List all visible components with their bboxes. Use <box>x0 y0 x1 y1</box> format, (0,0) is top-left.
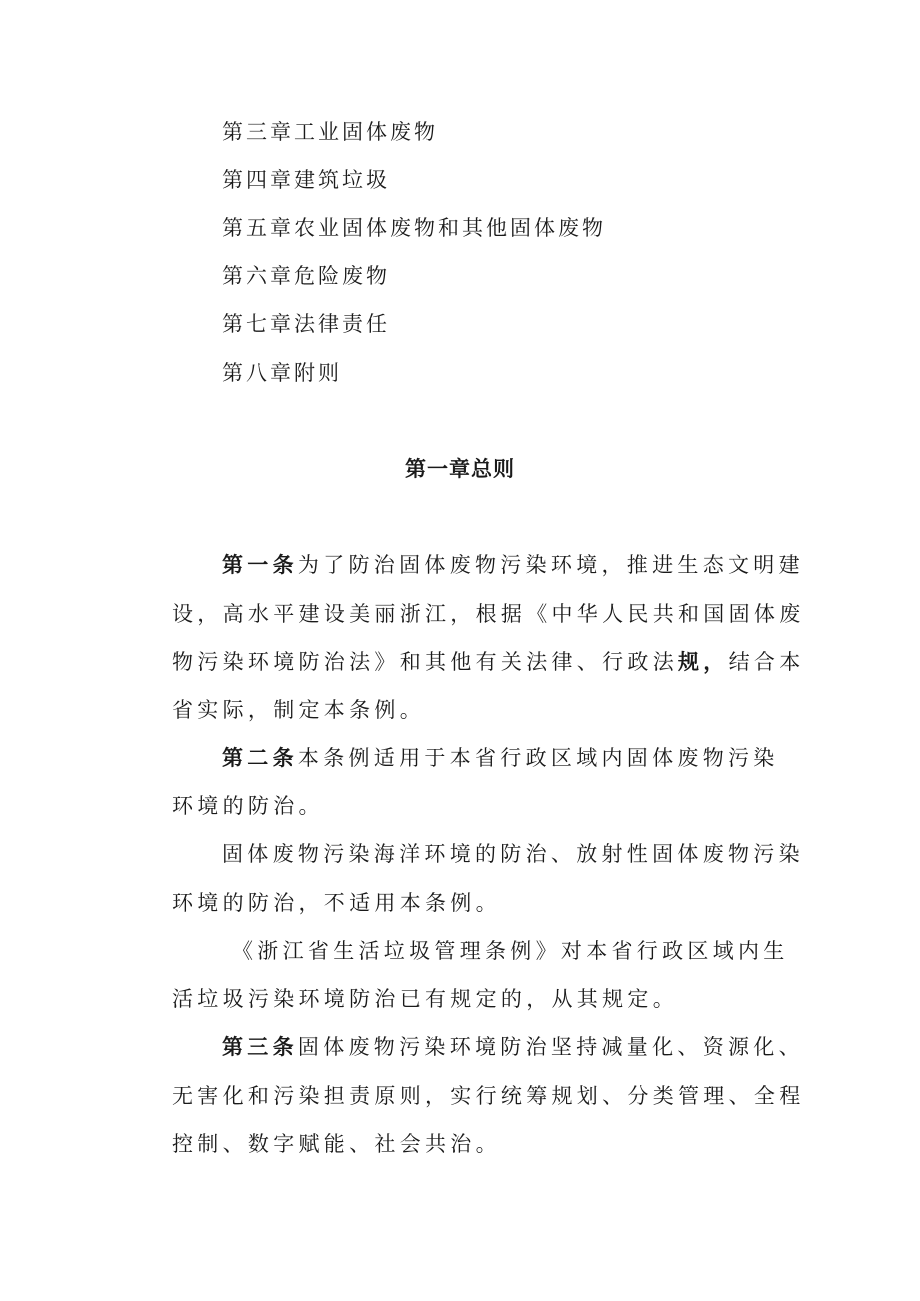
article-2-line-1 <box>222 744 779 772</box>
toc-item-chapter-7: 第七章法律责任 <box>222 312 390 336</box>
toc-item-chapter-3: 第三章工业固体废物 <box>222 120 438 144</box>
article-2-para-2-line-2: 环境的防治，不适用本条例。 <box>172 891 501 915</box>
article-1-line-3 <box>172 648 805 676</box>
article-1-text-3c: 结合本 <box>728 650 805 674</box>
article-2-label: 第二条 <box>222 745 298 770</box>
toc-item-chapter-4: 第四章建筑垃圾 <box>222 168 390 192</box>
toc-item-chapter-5: 第五章农业固体废物和其他固体废物 <box>222 216 606 240</box>
article-2-para-2-line-1: 固体废物污染海洋环境的防治、放射性固体废物污染 <box>222 842 804 866</box>
article-3-line-1 <box>222 1033 804 1061</box>
article-1-line-2: 设，高水平建设美丽浙江，根据《中华人民共和国固体废 <box>172 602 805 626</box>
chapter-title: 第一章总则 <box>405 456 515 481</box>
article-1-line-1 <box>222 551 804 579</box>
article-1-label: 第一条 <box>222 552 298 577</box>
article-3-text-1: 固体废物污染环境防治坚持减量化、资源化、 <box>297 1035 804 1059</box>
article-1-text-3b: 规， <box>678 649 729 674</box>
article-2-text-1: 本条例适用于本省行政区域内固体废物污染 <box>297 746 779 770</box>
article-3-line-2: 无害化和污染担责原则，实行统筹规划、分类管理、全程 <box>172 1084 805 1108</box>
article-1-line-4: 省实际，制定本条例。 <box>172 698 425 722</box>
toc-item-chapter-6: 第六章危险废物 <box>222 264 390 288</box>
article-2-para-3-line-1: 《浙江省生活垃圾管理条例》对本省行政区域内生 <box>232 939 789 963</box>
article-1-text-1: 为了防治固体废物污染环境，推进生态文明建 <box>297 553 804 577</box>
article-2-para-3-line-2: 活垃圾污染环境防治已有规定的，从其规定。 <box>172 987 678 1011</box>
article-3-label: 第三条 <box>222 1034 298 1059</box>
toc-item-chapter-8: 第八章附则 <box>222 361 342 385</box>
article-1-text-3a: 物污染环境防治法》和其他有关法律、行政法 <box>172 650 678 674</box>
article-3-line-3: 控制、数字赋能、社会共治。 <box>172 1132 501 1156</box>
article-2-line-2: 环境的防治。 <box>172 794 324 818</box>
